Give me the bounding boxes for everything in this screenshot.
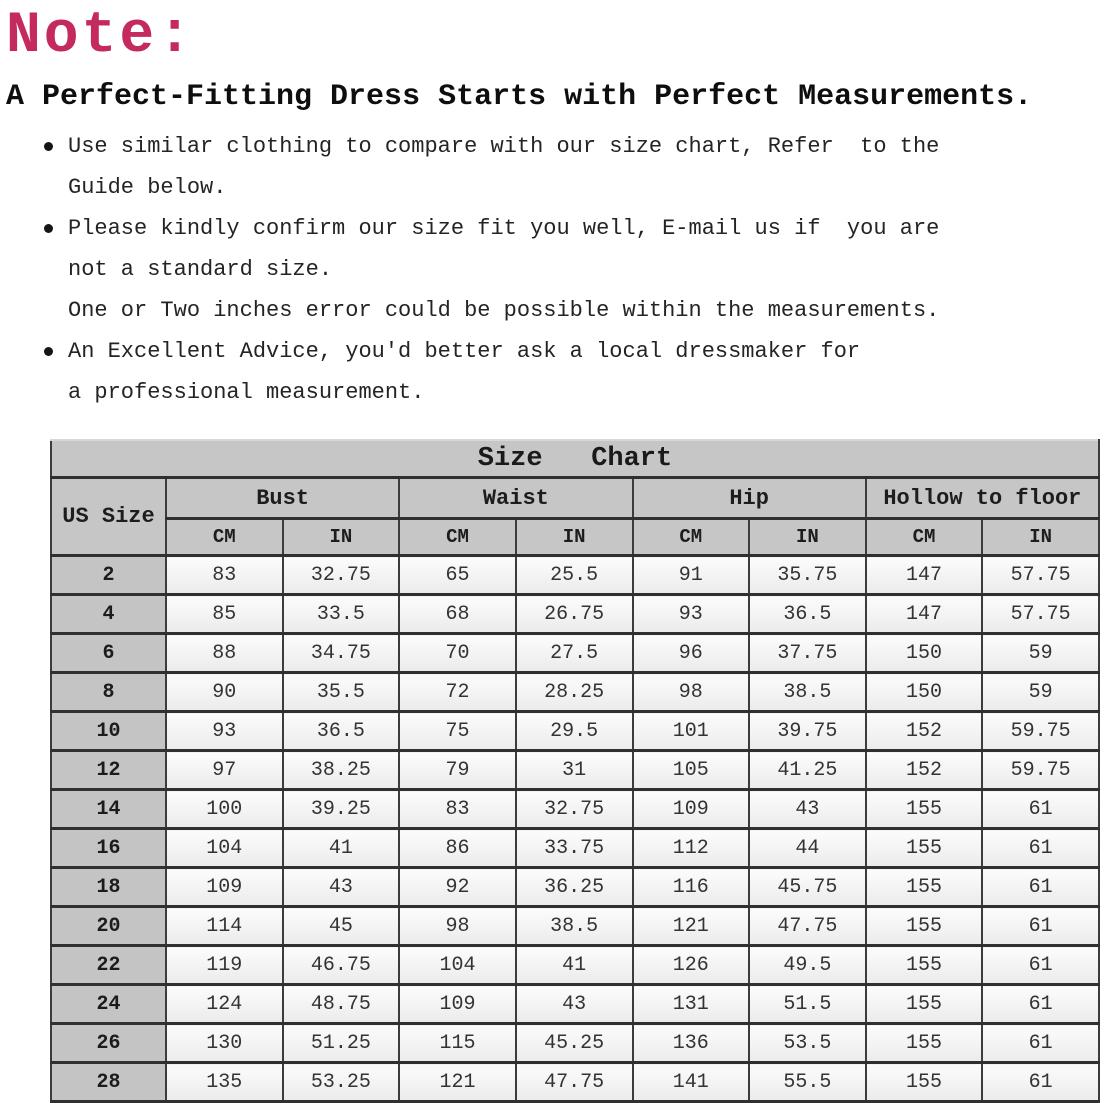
measurement-value: 26.75 xyxy=(516,595,633,634)
measurement-value: 35.75 xyxy=(749,556,866,595)
unit-header: IN xyxy=(283,519,400,556)
measurement-value: 41 xyxy=(283,829,400,868)
size-row xyxy=(51,985,1099,1024)
measurement-value: 109 xyxy=(166,868,283,907)
note-bullet-line: Please kindly confirm our size fit you well, E-mail us if you are xyxy=(68,216,940,241)
measurement-value: 147 xyxy=(866,556,983,595)
measurement-value: 61 xyxy=(982,829,1099,868)
measurement-value: 45.75 xyxy=(749,868,866,907)
size-chart-table-body xyxy=(51,440,1099,1102)
measurement-value: 97 xyxy=(166,751,283,790)
us-size-value: 16 xyxy=(51,829,166,868)
measurement-value: 109 xyxy=(399,985,516,1024)
size-row xyxy=(51,1024,1099,1063)
size-row xyxy=(51,907,1099,946)
measurement-value: 114 xyxy=(166,907,283,946)
measurement-value: 38.5 xyxy=(749,673,866,712)
note-bullet-line: a professional measurement. xyxy=(68,380,425,405)
measurement-value: 91 xyxy=(633,556,750,595)
measurement-value: 45 xyxy=(283,907,400,946)
measurement-value: 45.25 xyxy=(516,1024,633,1063)
us-size-header: US Size xyxy=(51,478,166,556)
measurement-value: 37.75 xyxy=(749,634,866,673)
size-row xyxy=(51,829,1099,868)
bullet-dot-icon xyxy=(44,224,53,233)
measurement-value: 83 xyxy=(399,790,516,829)
unit-header: IN xyxy=(982,519,1099,556)
measurement-value: 100 xyxy=(166,790,283,829)
measurement-value: 65 xyxy=(399,556,516,595)
us-size-value: 6 xyxy=(51,634,166,673)
measurement-value: 155 xyxy=(866,907,983,946)
measurement-value: 61 xyxy=(982,985,1099,1024)
us-size-value: 4 xyxy=(51,595,166,634)
measurement-value: 36.25 xyxy=(516,868,633,907)
measurement-value: 93 xyxy=(633,595,750,634)
measurement-value: 43 xyxy=(516,985,633,1024)
measurement-value: 29.5 xyxy=(516,712,633,751)
measurement-value: 88 xyxy=(166,634,283,673)
measurement-value: 112 xyxy=(633,829,750,868)
measurement-value: 32.75 xyxy=(283,556,400,595)
measurement-value: 44 xyxy=(749,829,866,868)
size-row xyxy=(51,1063,1099,1102)
us-size-value: 2 xyxy=(51,556,166,595)
unit-header: IN xyxy=(749,519,866,556)
note-bullet-line: Guide below. xyxy=(68,175,227,200)
measurement-value: 147 xyxy=(866,595,983,634)
size-row xyxy=(51,751,1099,790)
measurement-value: 57.75 xyxy=(982,595,1099,634)
measurement-value: 47.75 xyxy=(516,1063,633,1102)
measurement-value: 43 xyxy=(283,868,400,907)
measurement-value: 152 xyxy=(866,712,983,751)
measurement-value: 105 xyxy=(633,751,750,790)
measurement-value: 79 xyxy=(399,751,516,790)
size-row xyxy=(51,634,1099,673)
measurement-value: 98 xyxy=(399,907,516,946)
measurement-value: 31 xyxy=(516,751,633,790)
us-size-value: 18 xyxy=(51,868,166,907)
measurement-value: 35.5 xyxy=(283,673,400,712)
measurement-value: 25.5 xyxy=(516,556,633,595)
note-bullet-list xyxy=(42,126,1107,413)
bullet-dot-icon xyxy=(44,347,53,356)
note-heading: Note: xyxy=(6,4,196,69)
measurement-value: 141 xyxy=(633,1063,750,1102)
unit-header: CM xyxy=(399,519,516,556)
note-bullet-line: One or Two inches error could be possible within the measurements. xyxy=(68,298,940,323)
note-bullet xyxy=(42,331,1107,413)
measurement-value: 155 xyxy=(866,829,983,868)
measurement-value: 131 xyxy=(633,985,750,1024)
size-row xyxy=(51,790,1099,829)
measurement-value: 27.5 xyxy=(516,634,633,673)
unit-header: IN xyxy=(516,519,633,556)
measurement-value: 41.25 xyxy=(749,751,866,790)
measurement-value: 86 xyxy=(399,829,516,868)
measurement-value: 155 xyxy=(866,946,983,985)
measurement-value: 155 xyxy=(866,1024,983,1063)
measurement-value: 61 xyxy=(982,946,1099,985)
size-row xyxy=(51,712,1099,751)
measurement-value: 38.5 xyxy=(516,907,633,946)
measurement-value: 155 xyxy=(866,790,983,829)
unit-header: CM xyxy=(166,519,283,556)
us-size-value: 22 xyxy=(51,946,166,985)
us-size-value: 24 xyxy=(51,985,166,1024)
measurement-value: 119 xyxy=(166,946,283,985)
size-chart-title: Size Chart xyxy=(51,440,1099,478)
bullet-dot-icon xyxy=(44,142,53,151)
measurement-value: 36.5 xyxy=(749,595,866,634)
measurement-value: 61 xyxy=(982,1063,1099,1102)
measurement-value: 101 xyxy=(633,712,750,751)
measurement-value: 72 xyxy=(399,673,516,712)
measurement-value: 41 xyxy=(516,946,633,985)
measure-group-header: Hip xyxy=(633,478,866,519)
measurement-value: 51.5 xyxy=(749,985,866,1024)
measurement-value: 57.75 xyxy=(982,556,1099,595)
measurement-value: 59 xyxy=(982,634,1099,673)
measurement-value: 33.75 xyxy=(516,829,633,868)
measurement-value: 53.25 xyxy=(283,1063,400,1102)
measure-group-header: Bust xyxy=(166,478,399,519)
measurement-value: 135 xyxy=(166,1063,283,1102)
measurement-value: 121 xyxy=(633,907,750,946)
measurement-value: 152 xyxy=(866,751,983,790)
measurement-value: 115 xyxy=(399,1024,516,1063)
size-chart-table xyxy=(50,439,1100,1103)
measurement-value: 104 xyxy=(166,829,283,868)
measurement-value: 39.75 xyxy=(749,712,866,751)
note-subtitle: A Perfect-Fitting Dress Starts with Perfect Measurements. xyxy=(6,80,1033,114)
size-row xyxy=(51,946,1099,985)
measurement-value: 150 xyxy=(866,673,983,712)
measurement-value: 75 xyxy=(399,712,516,751)
measurement-value: 126 xyxy=(633,946,750,985)
measurement-value: 96 xyxy=(633,634,750,673)
measurement-value: 61 xyxy=(982,907,1099,946)
measurement-value: 59.75 xyxy=(982,712,1099,751)
note-section xyxy=(0,0,1107,413)
measurement-value: 34.75 xyxy=(283,634,400,673)
measurement-value: 49.5 xyxy=(749,946,866,985)
note-bullet-line: An Excellent Advice, you'd better ask a local dressmaker for xyxy=(68,339,861,364)
us-size-value: 10 xyxy=(51,712,166,751)
measurement-value: 136 xyxy=(633,1024,750,1063)
measurement-value: 124 xyxy=(166,985,283,1024)
measure-group-header: Waist xyxy=(399,478,632,519)
note-bullet-line: Use similar clothing to compare with our size chart, Refer to the xyxy=(68,134,940,159)
measurement-value: 59 xyxy=(982,673,1099,712)
size-row xyxy=(51,868,1099,907)
us-size-value: 28 xyxy=(51,1063,166,1102)
measurement-value: 33.5 xyxy=(283,595,400,634)
measurement-value: 39.25 xyxy=(283,790,400,829)
measurement-value: 121 xyxy=(399,1063,516,1102)
measurement-value: 55.5 xyxy=(749,1063,866,1102)
measurement-value: 38.25 xyxy=(283,751,400,790)
measurement-value: 61 xyxy=(982,868,1099,907)
note-bullet xyxy=(42,208,1107,331)
measurement-value: 28.25 xyxy=(516,673,633,712)
note-bullet-line: not a standard size. xyxy=(68,257,333,282)
unit-header: CM xyxy=(633,519,750,556)
measurement-value: 150 xyxy=(866,634,983,673)
measurement-value: 61 xyxy=(982,790,1099,829)
measurement-value: 93 xyxy=(166,712,283,751)
us-size-value: 26 xyxy=(51,1024,166,1063)
measure-group-header: Hollow to floor xyxy=(866,478,1099,519)
measurement-value: 92 xyxy=(399,868,516,907)
measurement-value: 90 xyxy=(166,673,283,712)
measurement-value: 116 xyxy=(633,868,750,907)
measurement-value: 70 xyxy=(399,634,516,673)
measurement-value: 109 xyxy=(633,790,750,829)
note-bullet xyxy=(42,126,1107,208)
size-row xyxy=(51,673,1099,712)
us-size-value: 14 xyxy=(51,790,166,829)
measurement-value: 83 xyxy=(166,556,283,595)
measurement-value: 51.25 xyxy=(283,1024,400,1063)
measurement-value: 104 xyxy=(399,946,516,985)
measurement-value: 85 xyxy=(166,595,283,634)
size-row xyxy=(51,556,1099,595)
measurement-value: 68 xyxy=(399,595,516,634)
measurement-value: 46.75 xyxy=(283,946,400,985)
measurement-value: 53.5 xyxy=(749,1024,866,1063)
measurement-value: 48.75 xyxy=(283,985,400,1024)
measurement-value: 98 xyxy=(633,673,750,712)
measurement-value: 47.75 xyxy=(749,907,866,946)
measurement-value: 43 xyxy=(749,790,866,829)
measurement-value: 61 xyxy=(982,1024,1099,1063)
measurement-value: 36.5 xyxy=(283,712,400,751)
us-size-value: 20 xyxy=(51,907,166,946)
measurement-value: 155 xyxy=(866,868,983,907)
measurement-value: 32.75 xyxy=(516,790,633,829)
unit-header: CM xyxy=(866,519,983,556)
us-size-value: 8 xyxy=(51,673,166,712)
measurement-value: 59.75 xyxy=(982,751,1099,790)
measurement-value: 155 xyxy=(866,1063,983,1102)
measurement-value: 130 xyxy=(166,1024,283,1063)
size-row xyxy=(51,595,1099,634)
measurement-value: 155 xyxy=(866,985,983,1024)
us-size-value: 12 xyxy=(51,751,166,790)
